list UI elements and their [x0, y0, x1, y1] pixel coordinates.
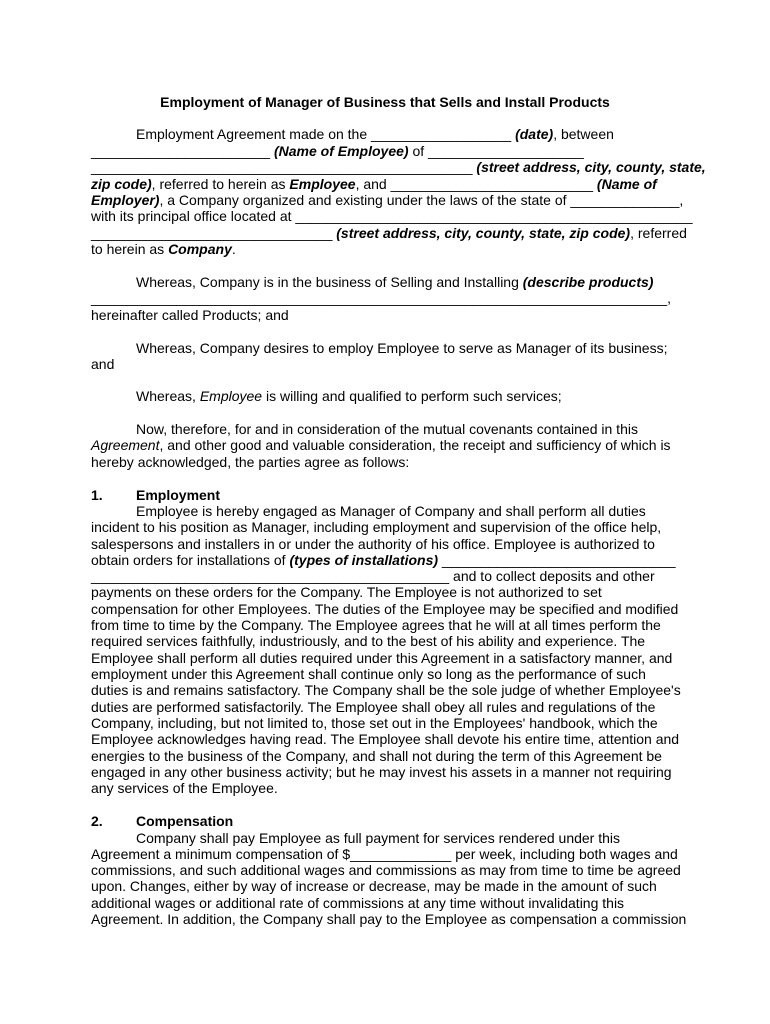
intro-text: .	[231, 241, 236, 257]
section-1-line: duties is and remains satisfactory. The Company shall be the sole judge of whether Employee's	[91, 682, 681, 698]
section-2-line: commissions, and such additional wages and commissions as may from time to time be agreed	[91, 862, 681, 878]
section-1-line: from time to time by the Company. The Employee agrees that he will at all times perform the	[91, 617, 661, 633]
employer-name-placeholder: (Name of	[596, 176, 657, 192]
products-placeholder: (describe products)	[522, 274, 654, 290]
document-title: Employment of Manager of Business that Sells and Install Products	[160, 94, 610, 110]
company-address-placeholder: (street address, city, county, state, zip code)	[336, 225, 631, 241]
intro-line-6: with its principal office located at ___________________________________________________	[91, 208, 693, 224]
whereas-3-line-1	[136, 388, 562, 404]
date-placeholder: (date)	[515, 126, 554, 142]
intro-line-5	[91, 192, 683, 208]
section-1-line: Employee shall perform all duties required under this Agreement in a satisfactory manner, and	[91, 650, 673, 666]
whereas-text: Whereas,	[136, 388, 200, 404]
section-1-line: employment under this Agreement shall continue only so long as the performance of such	[91, 666, 646, 682]
intro-line-2	[91, 143, 584, 159]
whereas-text: is willing and qualified to perform such services;	[262, 388, 562, 404]
whereas-2-line-2: and	[91, 356, 115, 372]
intro-line-4	[91, 176, 657, 192]
section-1-line: Employee acknowledges having read. The Employee shall devote his entire time, attention and	[91, 731, 680, 747]
section-1-line: any services of the Employee.	[91, 780, 278, 796]
section-1-text: obtain orders for installations of	[91, 552, 290, 568]
section-2-line: Company shall pay Employee as full payment for services rendered under this	[136, 830, 621, 846]
section-1-line: energies to the business of the Company, and shall not during the term of this Agreement be	[91, 748, 662, 764]
intro-text: to herein as	[91, 241, 169, 257]
intro-text: , a Company organized and existing under the laws of the state of ______________,	[159, 192, 684, 208]
now-therefore-line-2	[91, 437, 671, 453]
now-therefore-line-3: hereby acknowledged, the parties agree as follows:	[91, 454, 410, 470]
agreement-term: Agreement	[91, 437, 160, 453]
section-1-line: Company, including, but not limited to, those set out in the Employees' handbook, which the	[91, 715, 658, 731]
intro-text: , referred to herein as	[151, 176, 290, 192]
employee-address-placeholder: (street address, city, county, state,	[476, 159, 706, 175]
section-1-line: compensation for other Employees. The duties of the Employee may be specified and modified	[91, 601, 679, 617]
intro-line-7	[91, 225, 687, 241]
section-2-line: upon. Changes, either by way of increase or decrease, may be made in the amount of such	[91, 878, 657, 894]
section-1-line: incident to his position as Manager, including employment and supervision of the office help,	[91, 519, 662, 535]
whereas-1-line-3: hereinafter called Products; and	[91, 307, 289, 323]
whereas-2-line-1: Whereas, Company desires to employ Employee to serve as Manager of its business;	[136, 340, 668, 356]
intro-line-1	[136, 126, 614, 142]
section-1-number: 1.	[91, 487, 103, 503]
whereas-1-line-1	[136, 274, 653, 290]
employer-name-placeholder: Employer)	[91, 192, 160, 208]
section-2-number: 2.	[91, 813, 103, 829]
intro-text: _______________________	[91, 143, 274, 159]
section-1-line: salespersons and installers in or under the authority of his office. Employee is authorized to	[91, 536, 655, 552]
employee-name-placeholder: (Name of Employee)	[273, 143, 409, 159]
section-1-line: payments on these orders for the Company. The Employee is not authorized to set	[91, 584, 602, 600]
section-2-line: additional wages or additional rate of commissions at any time without invalidating this	[91, 895, 625, 911]
intro-text: , between	[553, 126, 614, 142]
section-1-line: Employee is hereby engaged as Manager of Company and shall perform all duties	[136, 503, 646, 519]
installations-placeholder: (types of installations)	[289, 552, 439, 568]
employee-term: Employee	[199, 388, 263, 404]
section-1-heading: Employment	[136, 487, 221, 503]
employee-address-placeholder: zip code)	[91, 176, 152, 192]
company-term: Company	[168, 241, 232, 257]
intro-text: of ____________________	[408, 143, 584, 159]
whereas-1-line-2: __________________________________________________________________________,	[91, 290, 672, 306]
section-2-line: Agreement. In addition, the Company shall pay to the Employee as compensation a commission	[91, 911, 687, 927]
section-1-line: required services faithfully, industriously, and to the best of his ability and experience. The	[91, 633, 646, 649]
intro-text: _______________________________	[91, 225, 337, 241]
employee-term: Employee	[289, 176, 356, 192]
section-1-line: duties are performed satisfactorily. The Employee shall obey all rules and regulations of the	[91, 699, 656, 715]
section-2-heading: Compensation	[136, 813, 234, 829]
intro-text: Employment Agreement made on the __________________	[136, 126, 516, 142]
intro-line-3	[91, 159, 706, 175]
section-1-line: ______________________________________________ and to collect deposits and other	[91, 568, 655, 584]
section-1-line: engaged in any other business activity; but he may invest his assets in a manner not requiring	[91, 764, 672, 780]
now-therefore-text: , and other good and valuable consideration, the receipt and sufficiency of which is	[159, 437, 671, 453]
section-1-text: ______________________________	[438, 552, 676, 568]
whereas-text: Whereas, Company is in the business of Selling and Installing	[136, 274, 523, 290]
section-1-line	[91, 552, 676, 568]
intro-text: , and __________________________	[355, 176, 597, 192]
intro-line-8	[91, 241, 236, 257]
intro-text: _________________________________________________	[91, 159, 477, 175]
now-therefore-line-1: Now, therefore, for and in consideration of the mutual covenants contained in this	[136, 421, 638, 437]
section-2-line: Agreement a minimum compensation of $_____________ per week, including both wages and	[91, 846, 678, 862]
intro-text: , referred	[630, 225, 687, 241]
